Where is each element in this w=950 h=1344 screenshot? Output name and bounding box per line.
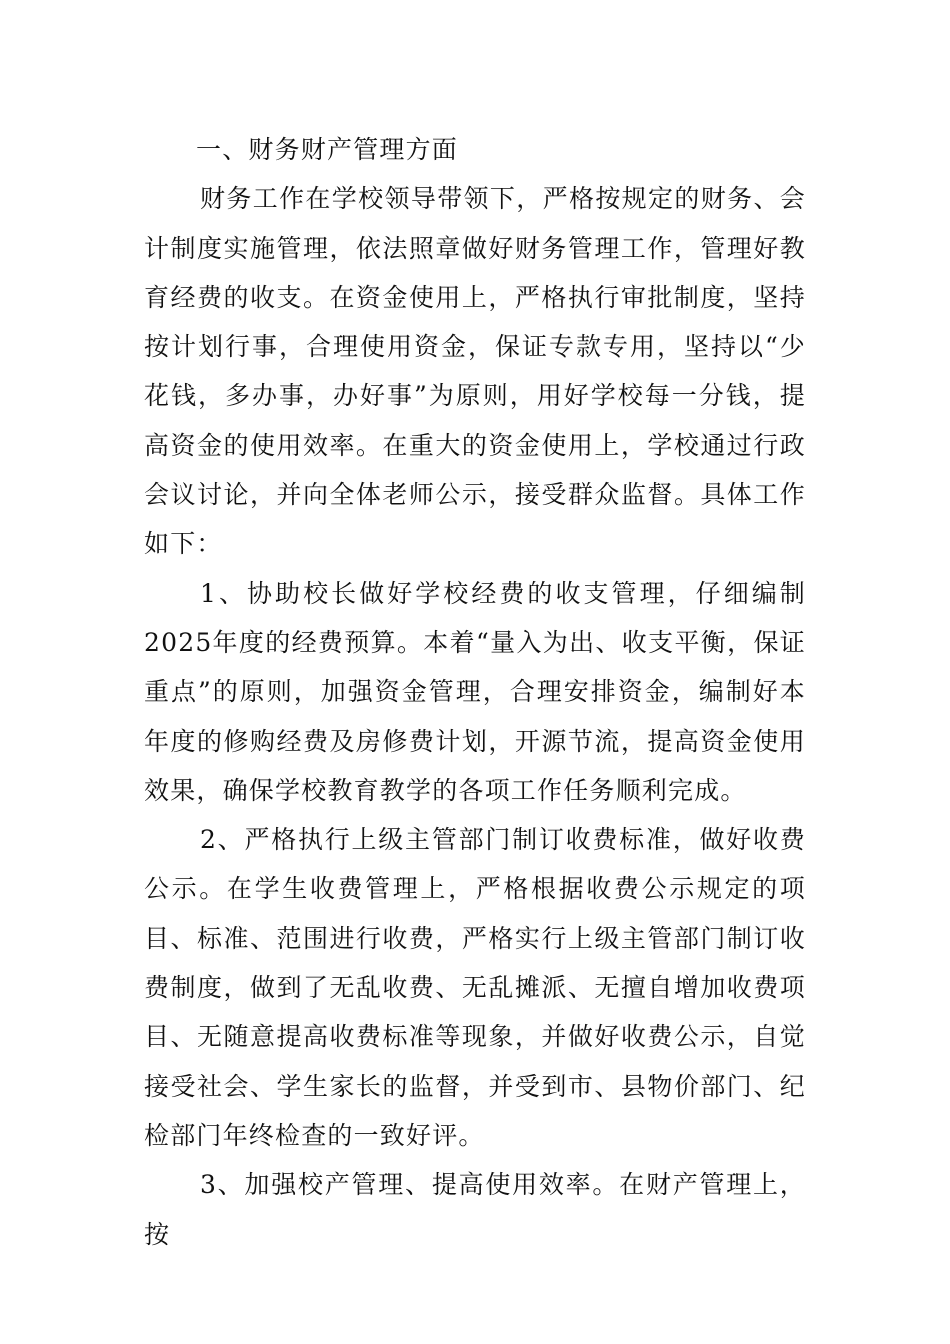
document-body (144, 125, 806, 1259)
section-heading: 一、财务财产管理方面 (196, 135, 459, 164)
paragraph-intro: 财务工作在学校领导带领下，严格按规定的财务、会计制度实施管理，依法照章做好财务管理工作，管理好教育经费的收支。在资金使用上，严格执行审批制度，坚持按计划行事，合理使用资金，保证专款专用，坚持以“少花钱，多办事，办好事”为原则，用好学校每一分钱，提高资金的使用效率。在重大的资金使用上，学校通过行政会议讨论，并向全体老师公示，接受群众监督。具体工作如下： (144, 184, 806, 559)
paragraph-item-3: 3、加强校产管理、提高使用效率。在财产管理上，按 (144, 1170, 806, 1249)
paragraph-item-1: 1、协助校长做好学校经费的收支管理，仔细编制2025年度的经费预算。本着“量入为出、收支平衡，保证重点”的原则，加强资金管理，合理安排资金，编制好本年度的修购经费及房修费计划，开源节流，提高资金使用效果，确保学校教育教学的各项工作任务顺利完成。 (144, 578, 806, 805)
paragraph-item-2: 2、严格执行上级主管部门制订收费标准，做好收费公示。在学生收费管理上，严格根据收费公示规定的项目、标准、范围进行收费，严格实行上级主管部门制订收费制度，做到了无乱收费、无乱摊派、无擅自增加收费项目、无随意提高收费标准等现象，并做好收费公示，自觉接受社会、学生家长的监督，并受到市、县物价部门、纪检部门年终检查的一致好评。 (144, 825, 806, 1150)
